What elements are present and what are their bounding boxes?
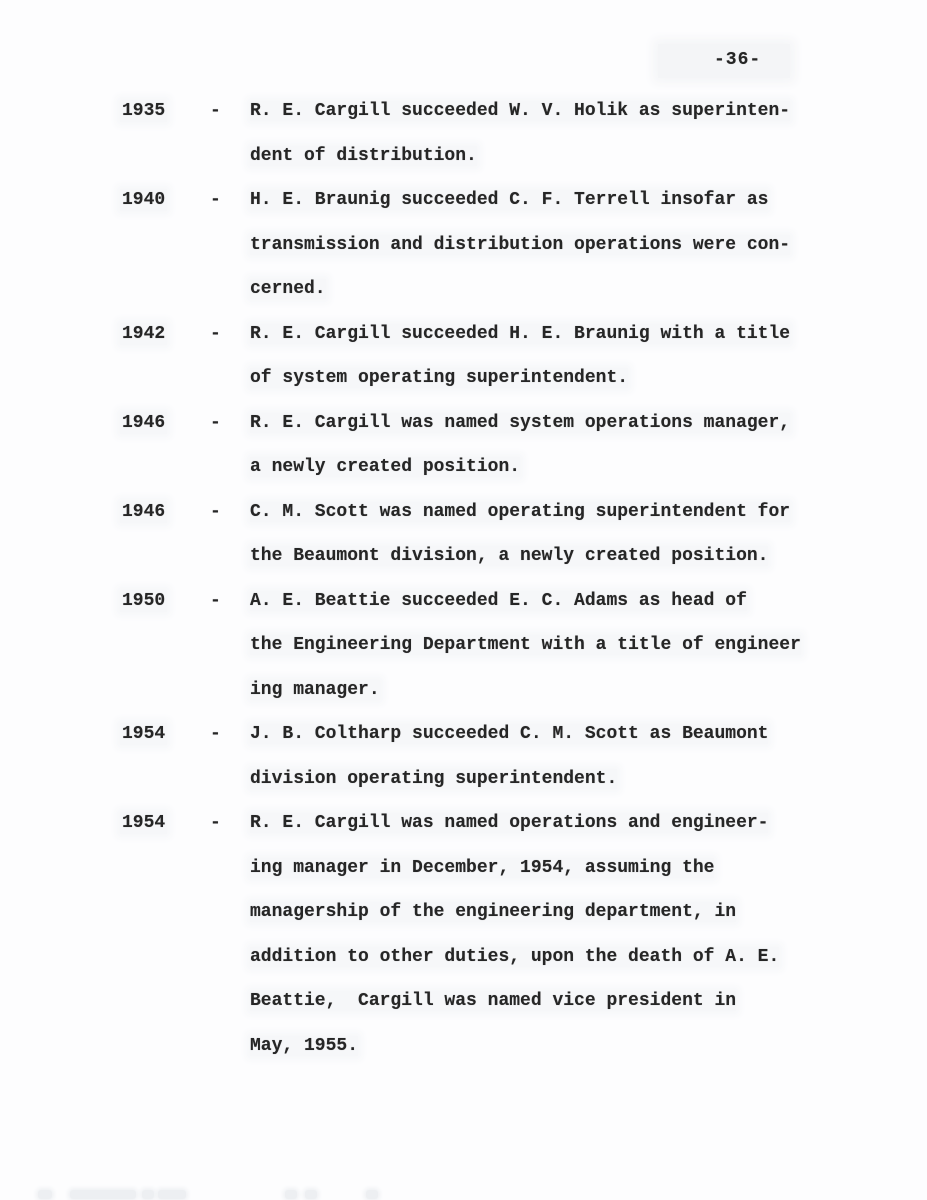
entry-line: R. E. Cargill was named operations and engineer- (250, 813, 769, 833)
scan-smudge (142, 1190, 154, 1199)
entry-separator-dash: - (210, 412, 221, 433)
page-number: -36- (658, 44, 790, 78)
entry-line: A. E. Beattie succeeded E. C. Adams as head of (250, 590, 747, 611)
scan-smudge (285, 1190, 297, 1199)
timeline-entry (0, 724, 927, 813)
entry-year: 1946 (122, 412, 166, 433)
timeline-entry (0, 190, 927, 324)
scan-smudge (366, 1190, 378, 1199)
entry-text (250, 591, 927, 725)
entry-line: a newly created position. (250, 457, 521, 477)
entry-line: R. E. Cargill succeeded H. E. Braunig with a title (250, 323, 791, 344)
entry-year: 1950 (122, 590, 166, 611)
entry-line: of system operating superintendent. (250, 368, 629, 388)
entry-separator-dash: - (210, 590, 221, 611)
entry-line: May, 1955. (250, 1035, 359, 1056)
entry-line: the Beaumont division, a newly created position. (250, 546, 769, 566)
entry-line: C. M. Scott was named operating superintendent for (250, 501, 791, 522)
timeline-list (0, 101, 927, 1080)
scan-smudge (38, 1190, 52, 1199)
entry-separator-dash: - (210, 813, 221, 833)
entry-text (250, 813, 927, 1080)
entry-year: 1940 (122, 190, 166, 210)
timeline-entry (0, 324, 927, 413)
entry-line: cerned. (250, 279, 326, 299)
scan-smudge (70, 1190, 136, 1199)
entry-line: ing manager. (250, 679, 380, 700)
entry-line: division operating superintendent. (250, 768, 618, 789)
scan-smudge (305, 1190, 317, 1199)
entry-line: ing manager in December, 1954, assuming the (250, 857, 715, 878)
entry-line: managership of the engineering department, in (250, 902, 737, 922)
entry-separator-dash: - (210, 501, 221, 522)
timeline-entry (0, 101, 927, 190)
entry-separator-dash: - (210, 724, 221, 744)
entry-line: transmission and distribution operations were con- (250, 234, 791, 255)
timeline-entry (0, 502, 927, 591)
entry-text (250, 724, 927, 813)
entry-separator-dash: - (210, 190, 221, 210)
entry-year: 1954 (122, 724, 166, 744)
entry-year: 1954 (122, 813, 166, 833)
entry-separator-dash: - (210, 101, 221, 121)
entry-text (250, 324, 927, 413)
entry-line: J. B. Coltharp succeeded C. M. Scott as Beaumont (250, 724, 769, 744)
entry-text (250, 101, 927, 190)
entry-line: R. E. Cargill succeeded W. V. Holik as superinten- (250, 101, 791, 121)
entry-line: H. E. Braunig succeeded C. F. Terrell insofar as (250, 190, 769, 210)
timeline-entry (0, 813, 927, 1080)
entry-line: Beattie, Cargill was named vice president in (250, 991, 737, 1011)
entry-year: 1946 (122, 501, 166, 522)
entry-line: addition to other duties, upon the death of A. E. (250, 946, 780, 967)
entry-separator-dash: - (210, 323, 221, 344)
entry-text (250, 413, 927, 502)
entry-year: 1935 (122, 101, 166, 121)
timeline-entry (0, 413, 927, 502)
entry-line: dent of distribution. (250, 145, 477, 166)
entry-year: 1942 (122, 323, 166, 344)
scan-smudge (158, 1190, 186, 1199)
entry-text (250, 502, 927, 591)
scan-artifacts (0, 1184, 927, 1200)
entry-line: R. E. Cargill was named system operations manager, (250, 412, 791, 433)
entry-line: the Engineering Department with a title of engineer (250, 635, 801, 655)
timeline-entry (0, 591, 927, 725)
entry-text (250, 190, 927, 324)
